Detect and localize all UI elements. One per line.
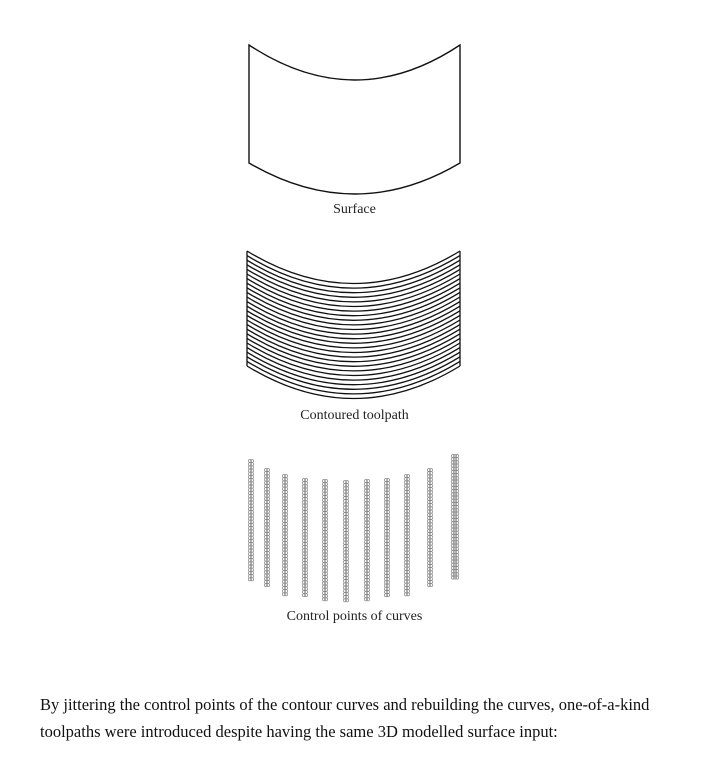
contour-curve xyxy=(247,251,460,284)
surface-caption: Surface xyxy=(333,202,376,217)
control-points-shape xyxy=(248,455,458,602)
contoured-toolpath-shape xyxy=(247,251,460,399)
control-points-caption: Control points of curves xyxy=(286,609,423,624)
surface-shape xyxy=(249,45,460,194)
body-paragraph: By jittering the control points of the contour curves and rebuilding the curves, one-of-a-kind toolpaths were introduced despite having the same 3D modelled surface input: xyxy=(40,695,650,741)
toolpath-caption: Contoured toolpath xyxy=(300,408,409,423)
